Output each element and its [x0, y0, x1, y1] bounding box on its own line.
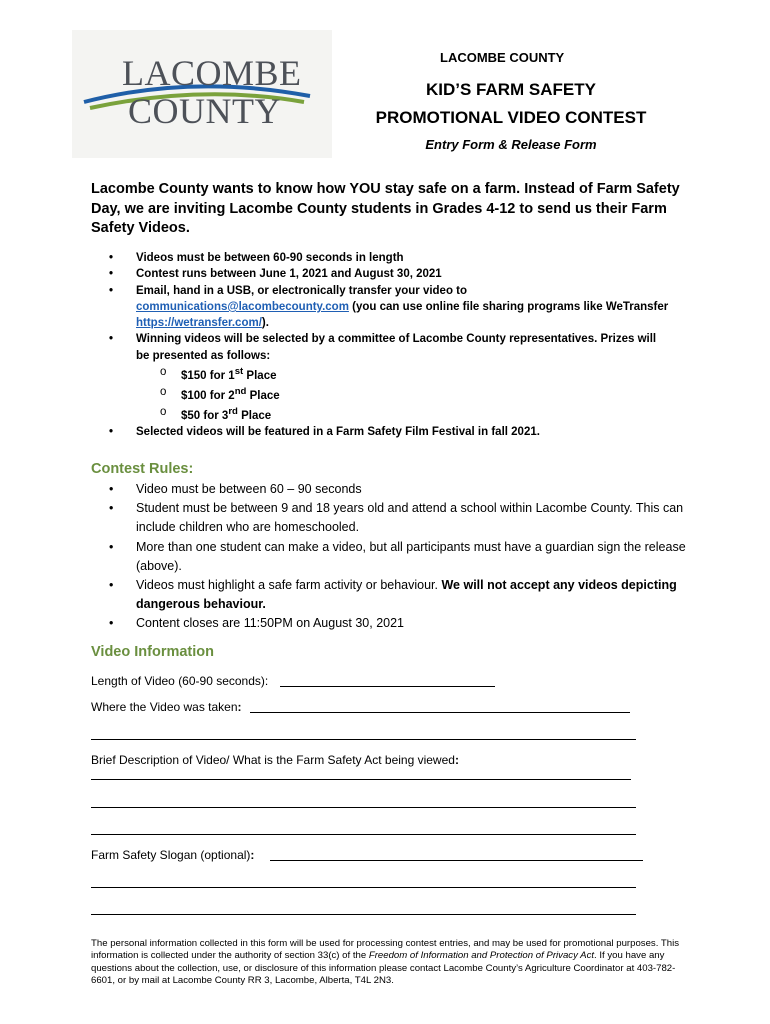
county-heading: LACOMBE COUNTY — [440, 50, 565, 65]
logo-word-lacombe: LACOMBE — [122, 53, 302, 93]
privacy-text: The personal information collected in this form will be used for processing contest entries, and may be used for promotional purposes. This information is collected under the authority of section 33(c) of the — [91, 938, 680, 962]
prize-item — [136, 404, 671, 424]
prize-item — [136, 364, 671, 384]
slogan-input-line[interactable] — [270, 860, 643, 861]
prize-text: $150 for 1 — [181, 369, 235, 382]
act-name: Freedom of Information and Protection of Privacy Act — [368, 950, 595, 962]
where-label: Where the Video was taken — [91, 700, 238, 714]
ordinal-suffix: st — [234, 366, 244, 378]
length-input-line[interactable] — [280, 686, 495, 687]
video-information-heading: Video Information — [91, 644, 214, 660]
list-item — [91, 283, 671, 332]
description-field-row — [91, 753, 459, 767]
where-input-line[interactable] — [250, 712, 630, 713]
contest-rules-heading: Contest Rules: — [91, 461, 194, 477]
slogan-input-line-2[interactable] — [91, 887, 636, 888]
page-title-line2: PROMOTIONAL VIDEO CONTEST — [375, 108, 647, 127]
description-input-line-3[interactable] — [91, 834, 636, 835]
list-item — [91, 266, 671, 282]
contest-rules-list — [91, 480, 691, 634]
info-text: Contest runs between June 1, 2021 and August 30, 2021 — [136, 268, 442, 281]
list-item — [91, 331, 671, 424]
info-text: Email, hand in a USB, or electronically transfer your video to — [136, 284, 468, 297]
rule-text: Videos must highlight a safe farm activity or behaviour. — [136, 578, 442, 593]
prize-text: $100 for 2 — [181, 390, 235, 403]
prize-text: Place — [237, 410, 272, 423]
label-colon: : — [237, 700, 242, 714]
logo-word-county: COUNTY — [128, 91, 281, 131]
rule-emphasis: We will not accept any videos depicting dangerous behaviour. — [136, 578, 677, 612]
intro-paragraph: Lacombe County wants to know how YOU stay safe on a farm. Instead of Farm Safety Day, we are inviting Lacombe County students in Grades 4-12 to send us their Farm Safety Videos. — [91, 181, 680, 236]
list-item — [91, 250, 671, 266]
label-colon: : — [454, 753, 459, 767]
rule-item: • Video must be between 60 – 90 seconds — [91, 480, 691, 499]
wetransfer-link[interactable]: https://wetransfer.com/ — [136, 317, 262, 330]
rule-item: • Content closes are 11:50PM on August 30, 2021 — [91, 614, 691, 633]
info-text: Selected videos will be featured in a Farm Safety Film Festival in fall 2021. — [136, 426, 540, 439]
email-link[interactable]: communications@lacombecounty.com — [136, 300, 349, 313]
label-colon: : — [250, 848, 255, 862]
prize-text: Place — [246, 390, 280, 403]
slogan-input-line-3[interactable] — [91, 914, 636, 915]
rule-item — [91, 576, 691, 614]
length-label: Length of Video (60-90 seconds): — [91, 674, 269, 688]
description-input-line-1[interactable] — [91, 779, 631, 780]
privacy-text: . If you have any questions about the collection, use, or disclosure of this information please contact Lacombe County’s Agriculture Coordinator at 403-782-6601, or by mail at Lacombe County RR 3, Lacombe, Alberta, T4L 2N3. — [91, 950, 676, 986]
prize-text: $50 for 3 — [181, 410, 229, 423]
page-subtitle: Entry Form & Release Form — [425, 137, 597, 152]
ordinal-suffix: nd — [234, 386, 247, 398]
where-field-row — [91, 700, 242, 714]
rule-item: • More than one student can make a video, but all participants must have a guardian sign the release (above). — [91, 538, 691, 576]
info-text: Winning videos will be selected by a committee of Lacombe County representatives. Prizes will be presented as follows: — [136, 333, 657, 362]
description-label: Brief Description of Video/ What is the Farm Safety Act being viewed — [91, 753, 455, 767]
prize-text: Place — [243, 369, 277, 382]
page-title-line1: KID’S FARM SAFETY — [425, 80, 596, 99]
prize-list — [136, 364, 671, 424]
info-text: Videos must be between 60-90 seconds in length — [136, 252, 404, 264]
length-field-row — [91, 674, 268, 688]
info-text: ). — [261, 317, 269, 330]
prize-item — [136, 384, 671, 404]
slogan-field-row — [91, 848, 254, 862]
list-item — [91, 424, 671, 440]
contest-info-list — [91, 250, 671, 441]
where-input-line-2[interactable] — [91, 739, 636, 740]
rule-item: • Student must be between 9 and 18 years old and attend a school within Lacombe County. This can include children who are homeschooled. — [91, 499, 691, 537]
slogan-label: Farm Safety Slogan (optional) — [91, 848, 251, 862]
ordinal-suffix: rd — [228, 406, 238, 418]
description-input-line-2[interactable] — [91, 807, 636, 808]
privacy-notice — [91, 938, 681, 987]
info-text: (you can use online file sharing programs like WeTransfer — [348, 300, 669, 313]
